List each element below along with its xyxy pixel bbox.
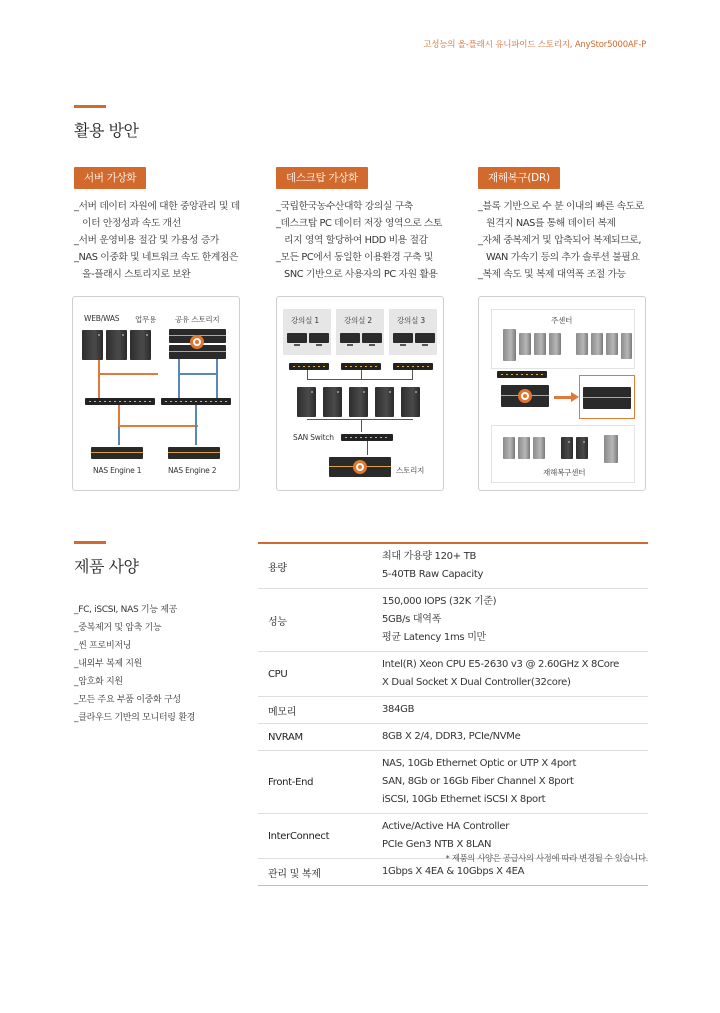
spec-value-line: 평균 Latency 1ms 미만 xyxy=(382,632,486,643)
replication-arrow xyxy=(554,396,572,399)
san-switch-icon xyxy=(341,434,393,441)
tag-server-virtualization: 서버 가상화 xyxy=(74,167,146,189)
server-icon xyxy=(576,437,588,459)
server-icon xyxy=(519,333,531,355)
spec-value-line: 8GB X 2/4, DDR3, PCIe/NVMe xyxy=(382,731,521,742)
spec-value-line: SAN, 8Gb or 16Gb Fiber Channel X 8port xyxy=(382,776,574,787)
server-rack-icon xyxy=(503,329,516,361)
cable xyxy=(98,360,100,398)
brand-logo-icon xyxy=(518,389,532,403)
server-icon xyxy=(82,330,103,360)
classroom-3-label: 강의실 3 xyxy=(397,316,425,325)
list-item: _서버 데이터 자원에 대한 중앙관리 및 데이터 안정성과 속도 개선 xyxy=(74,201,240,229)
list-item: _씬 프로비저닝 xyxy=(74,641,132,651)
cable xyxy=(412,370,413,379)
classroom-2-label: 강의실 2 xyxy=(344,316,372,325)
storage-label: 스토리지 xyxy=(396,466,425,475)
network-switch-icon xyxy=(289,363,329,370)
cable xyxy=(98,373,158,375)
cable xyxy=(307,419,413,420)
usage-column-desktop-virtualization xyxy=(276,166,444,283)
server-icon xyxy=(518,437,530,459)
list-item: _국립한국농수산대학 강의실 구축 xyxy=(276,201,413,212)
network-switch-icon xyxy=(393,363,433,370)
spec-value xyxy=(366,697,648,724)
spec-table xyxy=(258,542,648,886)
spec-key: CPU xyxy=(258,652,366,697)
network-switch-icon xyxy=(161,398,231,405)
disaster-recovery-diagram xyxy=(478,296,646,491)
list-item: _자체 중복제거 및 압축되어 복제되므로, WAN 가속기 등의 추가 솔루션 불필요 xyxy=(478,235,642,263)
cable xyxy=(178,373,218,375)
brand-logo-icon xyxy=(190,335,204,349)
spec-value-line: X Dual Socket X Dual Controller(32core) xyxy=(382,677,571,688)
server-rack-icon xyxy=(621,333,632,359)
spec-value-line: 1Gbps X 4EA & 10Gbps X 4EA xyxy=(382,866,525,877)
cable xyxy=(118,425,198,427)
nas-engine-1-label: NAS Engine 1 xyxy=(93,466,142,475)
tag-desktop-virtualization: 데스크탑 가상화 xyxy=(276,167,368,189)
server-icon xyxy=(576,333,588,355)
spec-value-line: NAS, 10Gb Ethernet Optic or UTP X 4port xyxy=(382,758,577,769)
spec-disclaimer-note: * 제품의 사양은 공급사의 사정에 따라 변경될 수 있습니다. xyxy=(445,853,648,863)
spec-value xyxy=(366,652,648,697)
cable xyxy=(216,359,218,398)
spec-key: NVRAM xyxy=(258,724,366,751)
spec-key: InterConnect xyxy=(258,814,366,859)
bullet-list xyxy=(74,198,242,283)
spec-value-line: Intel(R) Xeon CPU E5-2630 v3 @ 2.60GHz X 8Core xyxy=(382,659,620,670)
vdi-server-icon xyxy=(375,387,394,417)
shared-storage-label: 공유 스토리지 xyxy=(175,315,220,324)
list-item: _FC, iSCSI, NAS 기능 제공 xyxy=(74,605,178,615)
bullet-list xyxy=(478,198,646,283)
spec-value-line: iSCSI, 10Gb Ethernet iSCSI X 8port xyxy=(382,794,546,805)
spec-value-line: PCIe Gen3 NTB X 8LAN xyxy=(382,839,492,850)
server-virtualization-diagram xyxy=(72,296,240,491)
spec-value xyxy=(366,543,648,589)
spec-key: 관리 및 복제 xyxy=(268,868,321,880)
server-icon xyxy=(606,333,618,355)
desktop-virtualization-diagram xyxy=(276,296,444,491)
vdi-server-icon xyxy=(401,387,420,417)
spec-value xyxy=(366,589,648,652)
spec-value-line: 5-40TB Raw Capacity xyxy=(382,569,484,580)
spec-value xyxy=(366,724,648,751)
list-item: _데스크탑 PC 데이터 저장 영역으로 스토리지 영역 할당하여 HDD 비용 절감 xyxy=(276,218,442,246)
cable xyxy=(307,370,308,379)
table-row xyxy=(258,697,648,724)
list-item: _모든 PC에서 동일한 이용환경 구축 및 SNC 기반으로 사용자의 PC 자원 활용 xyxy=(276,252,438,280)
vdi-server-icon xyxy=(323,387,342,417)
spec-value xyxy=(366,751,648,814)
spec-key: Front-End xyxy=(258,751,366,814)
usage-section-title: 활용 방안 xyxy=(74,121,139,140)
pc-monitor-icon xyxy=(309,333,329,343)
spec-key: 용량 xyxy=(258,543,366,589)
server-icon xyxy=(561,437,573,459)
pc-monitor-icon xyxy=(415,333,435,343)
network-switch-icon xyxy=(497,371,547,378)
server-icon xyxy=(549,333,561,355)
server-icon xyxy=(591,333,603,355)
spec-key: 메모리 xyxy=(258,697,366,724)
spec-value-line: Active/Active HA Controller xyxy=(382,821,510,832)
cable xyxy=(307,379,413,380)
cable xyxy=(361,419,362,432)
pc-monitor-icon xyxy=(287,333,307,343)
spec-value-line: 150,000 IOPS (32K 기준) xyxy=(382,596,497,607)
pc-monitor-icon xyxy=(340,333,360,343)
nas-engine-2-label: NAS Engine 2 xyxy=(168,466,217,475)
table-row xyxy=(258,751,648,814)
bullet-list xyxy=(276,198,444,283)
cable xyxy=(178,359,180,398)
vdi-server-icon xyxy=(349,387,368,417)
san-switch-label: SAN Switch xyxy=(293,433,334,442)
list-item: _중복제거 및 압축 기능 xyxy=(74,623,162,633)
list-item: _서버 운영비용 절감 및 가용성 증가 xyxy=(74,235,219,246)
usage-column-server-virtualization xyxy=(74,166,242,283)
server-icon xyxy=(534,333,546,355)
table-row xyxy=(258,724,648,751)
nas-engine-1-icon xyxy=(91,447,143,459)
brand-logo-icon xyxy=(353,460,367,474)
server-icon xyxy=(106,330,127,360)
list-item: _복제 속도 및 복제 대역폭 조절 가능 xyxy=(478,269,626,280)
server-icon xyxy=(533,437,545,459)
cable xyxy=(367,441,368,455)
list-item: _암호화 지원 xyxy=(74,677,123,687)
server-icon xyxy=(130,330,151,360)
network-switch-icon xyxy=(341,363,381,370)
table-row xyxy=(258,652,648,697)
section-accent-bar xyxy=(74,541,106,544)
network-switch-icon xyxy=(85,398,155,405)
vdi-server-icon xyxy=(297,387,316,417)
replication-arrow-icon xyxy=(571,392,579,402)
cable xyxy=(195,405,197,445)
nas-engine-2-icon xyxy=(168,447,220,459)
spec-key: 성능 xyxy=(258,589,366,652)
usage-column-disaster-recovery xyxy=(478,166,646,283)
dr-storage-icon xyxy=(583,387,631,409)
list-item: _블록 기반으로 수 분 이내의 빠른 속도로 원격지 NAS를 통해 데이터 복제 xyxy=(478,201,644,229)
feature-list xyxy=(74,601,195,727)
tag-disaster-recovery: 재해복구(DR) xyxy=(478,167,560,189)
main-center-label: 주센터 xyxy=(551,316,573,325)
header-subtitle: 고성능의 올-플래시 유니파이드 스토리지, AnyStor5000AF-P xyxy=(423,40,646,50)
list-item: _모든 주요 부품 이중화 구성 xyxy=(74,695,181,705)
dr-center-label: 재해복구센터 xyxy=(543,468,586,477)
table-row xyxy=(258,589,648,652)
spec-value-line: 최대 가용량 120+ TB xyxy=(382,551,477,562)
cable xyxy=(118,405,120,425)
list-item: _내외부 복제 지원 xyxy=(74,659,143,669)
classroom-1-label: 강의실 1 xyxy=(291,316,319,325)
spec-value-line: 5GB/s 대역폭 xyxy=(382,614,442,625)
table-row xyxy=(258,543,648,589)
specs-section-title: 제품 사양 xyxy=(74,557,139,576)
web-was-label: WEB/WAS xyxy=(84,314,120,323)
list-item: _클라우드 기반의 모니터링 환경 xyxy=(74,713,196,723)
server-icon xyxy=(503,437,515,459)
cable xyxy=(361,370,362,379)
server-rack-icon xyxy=(604,435,618,463)
business-label: 업무용 xyxy=(135,315,157,324)
pc-monitor-icon xyxy=(362,333,382,343)
list-item: _NAS 이중화 및 네트워크 속도 한계점은 올-플래시 스토리지로 보완 xyxy=(74,252,239,280)
spec-value-line: 384GB xyxy=(382,704,415,715)
section-accent-bar xyxy=(74,105,106,108)
pc-monitor-icon xyxy=(393,333,413,343)
cable xyxy=(118,427,120,445)
